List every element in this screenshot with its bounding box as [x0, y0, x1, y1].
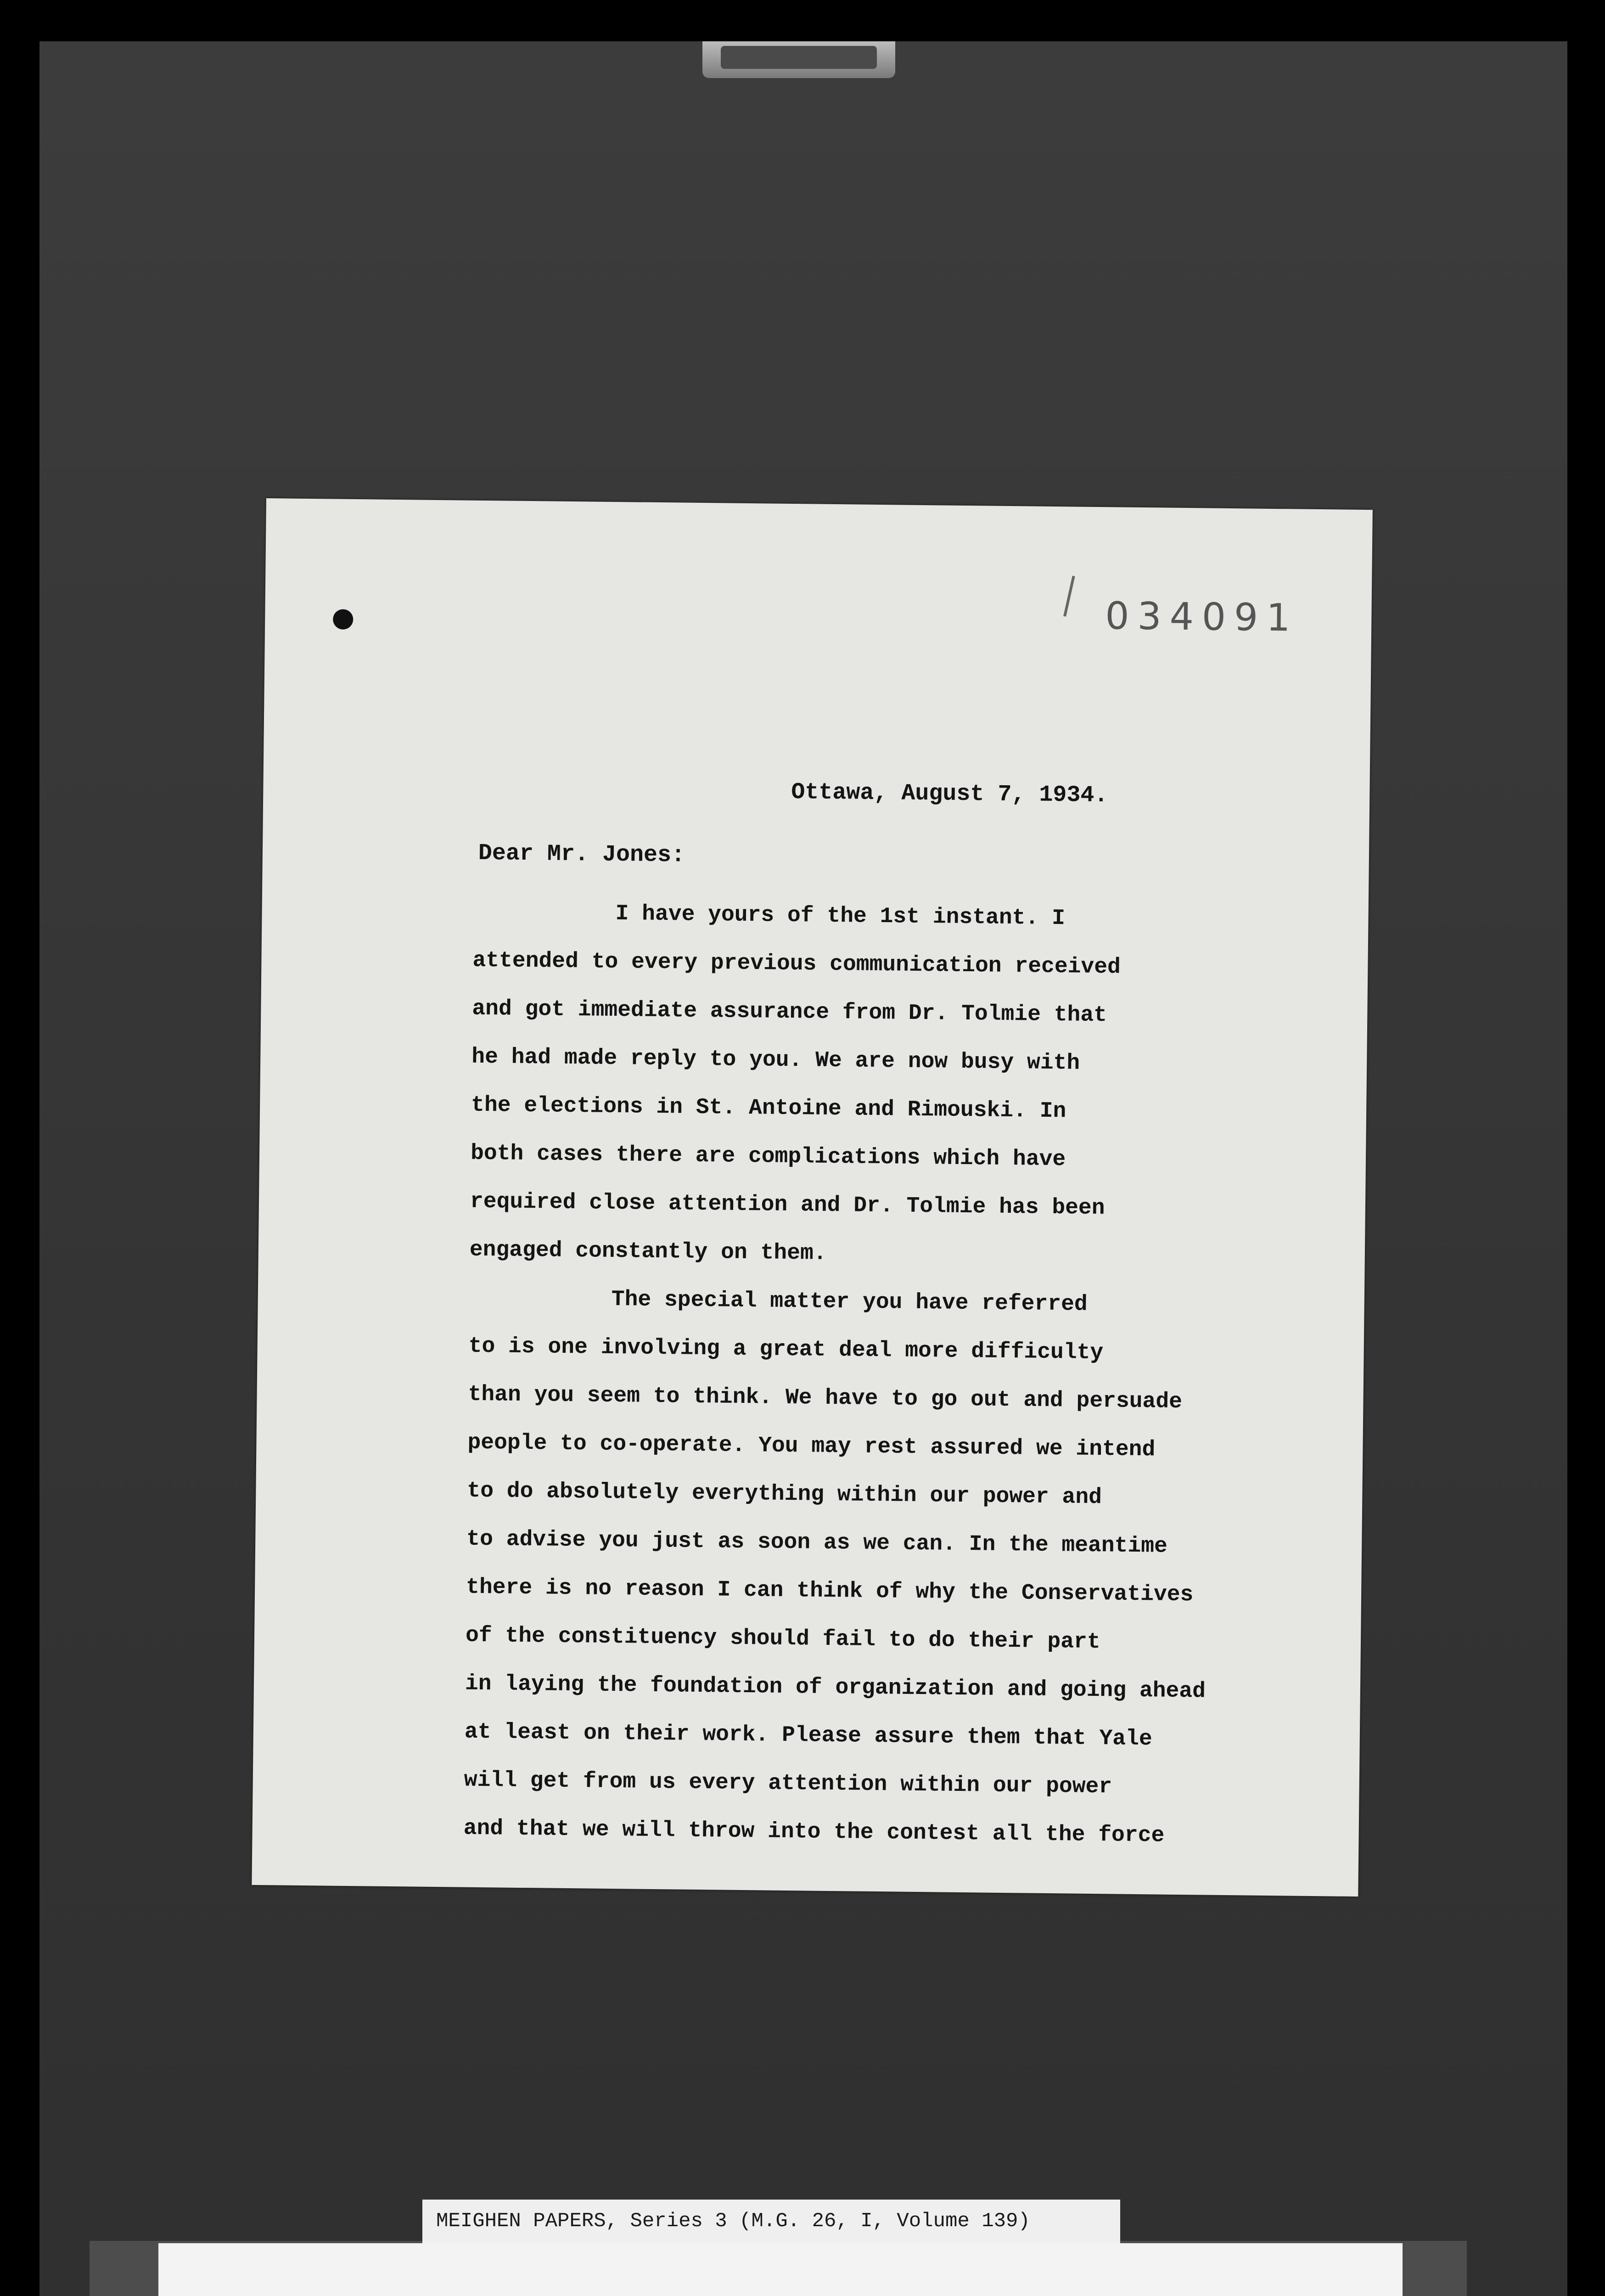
archive-card: [158, 2243, 1403, 2296]
letter-line: than you seem to think. We have to go out and persuade: [468, 1382, 1183, 1414]
letter-line: there is no reason I can think of why the Conservatives: [466, 1575, 1194, 1608]
letter-line: of the constituency should fail to do their part: [465, 1623, 1100, 1655]
letter-line: engaged constantly on them.: [469, 1237, 827, 1266]
letter-salutation: Dear Mr. Jones:: [478, 840, 685, 869]
letter-page: [252, 498, 1372, 1896]
letter-line: attended to every previous communication received: [472, 948, 1121, 980]
stamp-number: 034091: [1105, 594, 1299, 640]
letter-line: The special matter you have referred: [611, 1287, 1088, 1317]
letter-line: and got immediate assurance from Dr. Tolmie that: [472, 996, 1107, 1028]
letter-line: will get from us every attention within our power: [464, 1767, 1112, 1800]
letter-line: to is one involving a great deal more difficulty: [468, 1334, 1104, 1366]
binder-clip: [702, 41, 895, 78]
letter-line: people to co-operate. You may rest assured we intend: [467, 1430, 1156, 1463]
letter-line: in laying the foundation of organization and going ahead: [465, 1671, 1206, 1704]
letter-line: I have yours of the 1st instant. I: [615, 901, 1066, 931]
letter-line: and that we will throw into the contest all the force: [463, 1816, 1165, 1848]
letter-line: to do absolutely everything within our power and: [467, 1478, 1102, 1510]
letter-line: required close attention and Dr. Tolmie has been: [470, 1189, 1105, 1221]
letter-date: Ottawa, August 7, 1934.: [791, 779, 1108, 809]
letter-line: the elections in St. Antoine and Rimouski. In: [471, 1092, 1066, 1124]
pencil-tick-mark: [1063, 576, 1075, 617]
binder-clip-inner: [721, 46, 877, 69]
letter-line: at least on their work. Please assure them that Yale: [464, 1719, 1152, 1752]
punch-hole: [333, 609, 353, 630]
letter-line: both cases there are complications which have: [470, 1141, 1066, 1172]
letter-line: to advise you just as soon as we can. In the meantime: [466, 1526, 1168, 1559]
letter-line: he had made reply to you. We are now busy with: [471, 1044, 1080, 1076]
letter-body: [463, 889, 1214, 1861]
reference-label: MEIGHEN PAPERS, Series 3 (M.G. 26, I, Volume 139): [422, 2200, 1120, 2243]
